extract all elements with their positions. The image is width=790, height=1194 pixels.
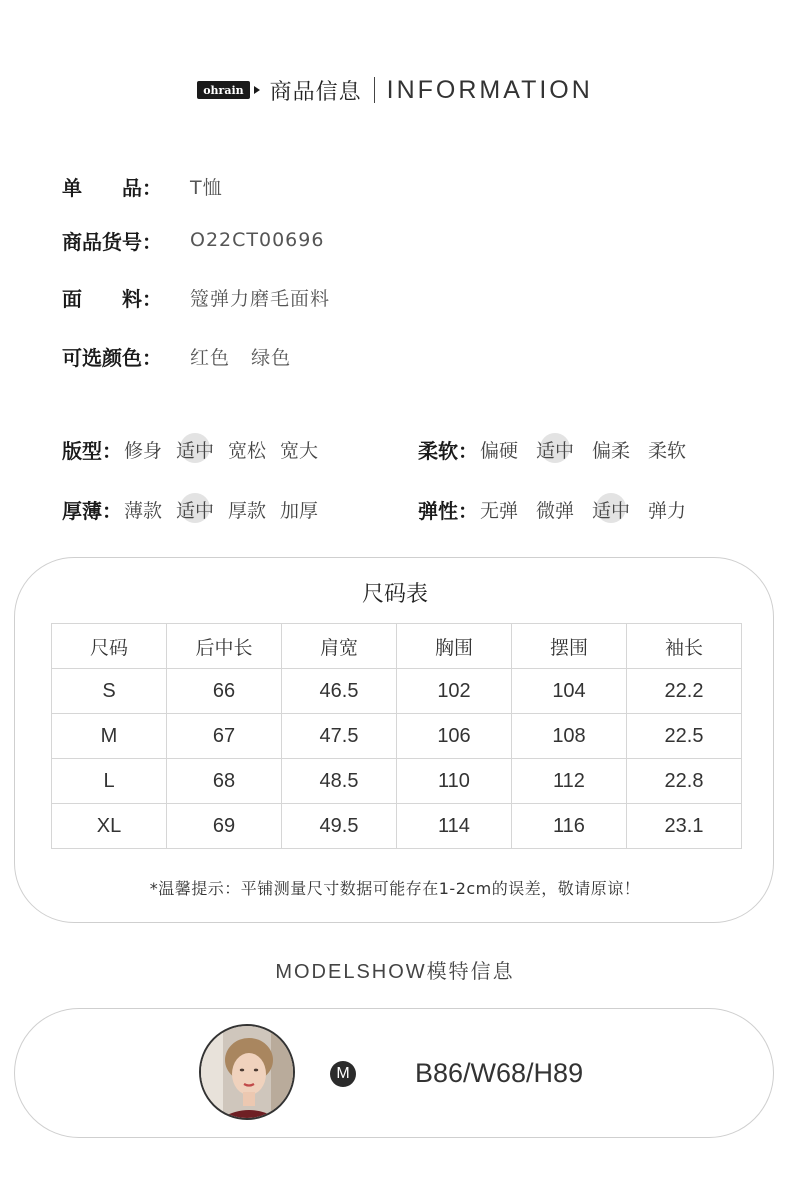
- table-cell: 22.2: [627, 669, 742, 714]
- table-header-cell: 肩宽: [282, 624, 397, 669]
- info-label: 可选颜色：: [62, 345, 162, 370]
- table-cell: M: [52, 714, 167, 759]
- table-cell: 104: [512, 669, 627, 714]
- attr-option: 弹力: [648, 499, 687, 522]
- info-value: O22CT00696: [190, 229, 325, 251]
- table-cell: XL: [52, 804, 167, 849]
- model-portrait-icon: [201, 1026, 295, 1120]
- section-title-cn: 商品信息: [269, 79, 362, 105]
- info-row-fabric: [62, 282, 330, 312]
- model-size-badge: M: [330, 1061, 356, 1087]
- table-header-row: [52, 624, 742, 669]
- size-table: [51, 623, 742, 849]
- info-label: 商品货号：: [62, 229, 162, 254]
- table-row: [52, 804, 742, 849]
- table-cell: 69: [167, 804, 282, 849]
- table-cell: 106: [397, 714, 512, 759]
- attr-option: 宽松: [228, 439, 267, 462]
- attr-elasticity: [418, 492, 700, 526]
- model-card: [14, 1008, 774, 1138]
- info-label: 面 料：: [62, 286, 162, 311]
- attr-label: 柔软：: [418, 438, 478, 463]
- info-row-colors: [62, 341, 291, 371]
- attr-label: 版型：: [62, 438, 122, 463]
- attr-option-selected: 适中: [536, 436, 574, 463]
- table-cell: 114: [397, 804, 512, 849]
- attr-option: 厚款: [228, 499, 267, 522]
- info-value: T恤: [190, 176, 223, 199]
- table-cell: 22.8: [627, 759, 742, 804]
- info-value: 簆弹力磨毛面料: [190, 287, 331, 310]
- attr-option: 宽大: [280, 439, 319, 462]
- table-row: [52, 714, 742, 759]
- attr-label: 厚薄：: [62, 498, 122, 523]
- table-cell: 22.5: [627, 714, 742, 759]
- table-cell: 49.5: [282, 804, 397, 849]
- attr-option: 偏柔: [592, 439, 631, 462]
- model-section-title: MODELSHOW模特信息: [275, 961, 515, 983]
- attr-option: 柔软: [648, 439, 687, 462]
- attr-thickness: [62, 492, 332, 526]
- attr-option-selected: 适中: [176, 436, 214, 463]
- table-header-cell: 后中长: [167, 624, 282, 669]
- title-divider: [374, 77, 375, 103]
- table-cell: 110: [397, 759, 512, 804]
- attr-option: 修身: [124, 439, 163, 462]
- logo-arrow-icon: [254, 86, 260, 94]
- info-row-item: [62, 171, 223, 201]
- table-cell: L: [52, 759, 167, 804]
- attr-option: 加厚: [280, 499, 319, 522]
- attr-option-selected: 适中: [176, 496, 214, 523]
- attr-option: 薄款: [124, 499, 163, 522]
- size-chart-title: 尺码表: [361, 582, 428, 607]
- table-cell: 66: [167, 669, 282, 714]
- table-cell: 23.1: [627, 804, 742, 849]
- table-cell: 48.5: [282, 759, 397, 804]
- page-header: [0, 70, 790, 110]
- table-cell: 112: [512, 759, 627, 804]
- table-row: [52, 669, 742, 714]
- attr-option: 无弹: [480, 499, 519, 522]
- section-title-en: INFORMATION: [386, 75, 593, 104]
- table-cell: S: [52, 669, 167, 714]
- info-label: 单 品：: [62, 175, 162, 200]
- attr-option-selected: 适中: [592, 496, 630, 523]
- table-cell: 108: [512, 714, 627, 759]
- table-row: [52, 759, 742, 804]
- model-measurements: B86/W68/H89: [415, 1058, 584, 1088]
- table-header-cell: 摆围: [512, 624, 627, 669]
- measurement-tip: *温馨提示：平铺测量尺寸数据可能存在1-2cm的误差，敬请原谅！: [149, 879, 641, 898]
- table-cell: 47.5: [282, 714, 397, 759]
- attr-fit: [62, 432, 332, 466]
- table-cell: 102: [397, 669, 512, 714]
- table-header-cell: 胸围: [397, 624, 512, 669]
- table-cell: 68: [167, 759, 282, 804]
- table-cell: 116: [512, 804, 627, 849]
- brand-logo: ohrain: [197, 81, 249, 99]
- attr-option: 偏硬: [480, 439, 519, 462]
- attr-softness: [418, 432, 700, 466]
- table-cell: 67: [167, 714, 282, 759]
- model-avatar: [199, 1024, 295, 1120]
- table-header-cell: 尺码: [52, 624, 167, 669]
- attr-option: 微弹: [536, 499, 575, 522]
- attr-label: 弹性：: [418, 498, 478, 523]
- info-row-sku: [62, 225, 324, 255]
- info-value: 红色 绿色: [190, 346, 292, 369]
- table-header-cell: 袖长: [627, 624, 742, 669]
- table-cell: 46.5: [282, 669, 397, 714]
